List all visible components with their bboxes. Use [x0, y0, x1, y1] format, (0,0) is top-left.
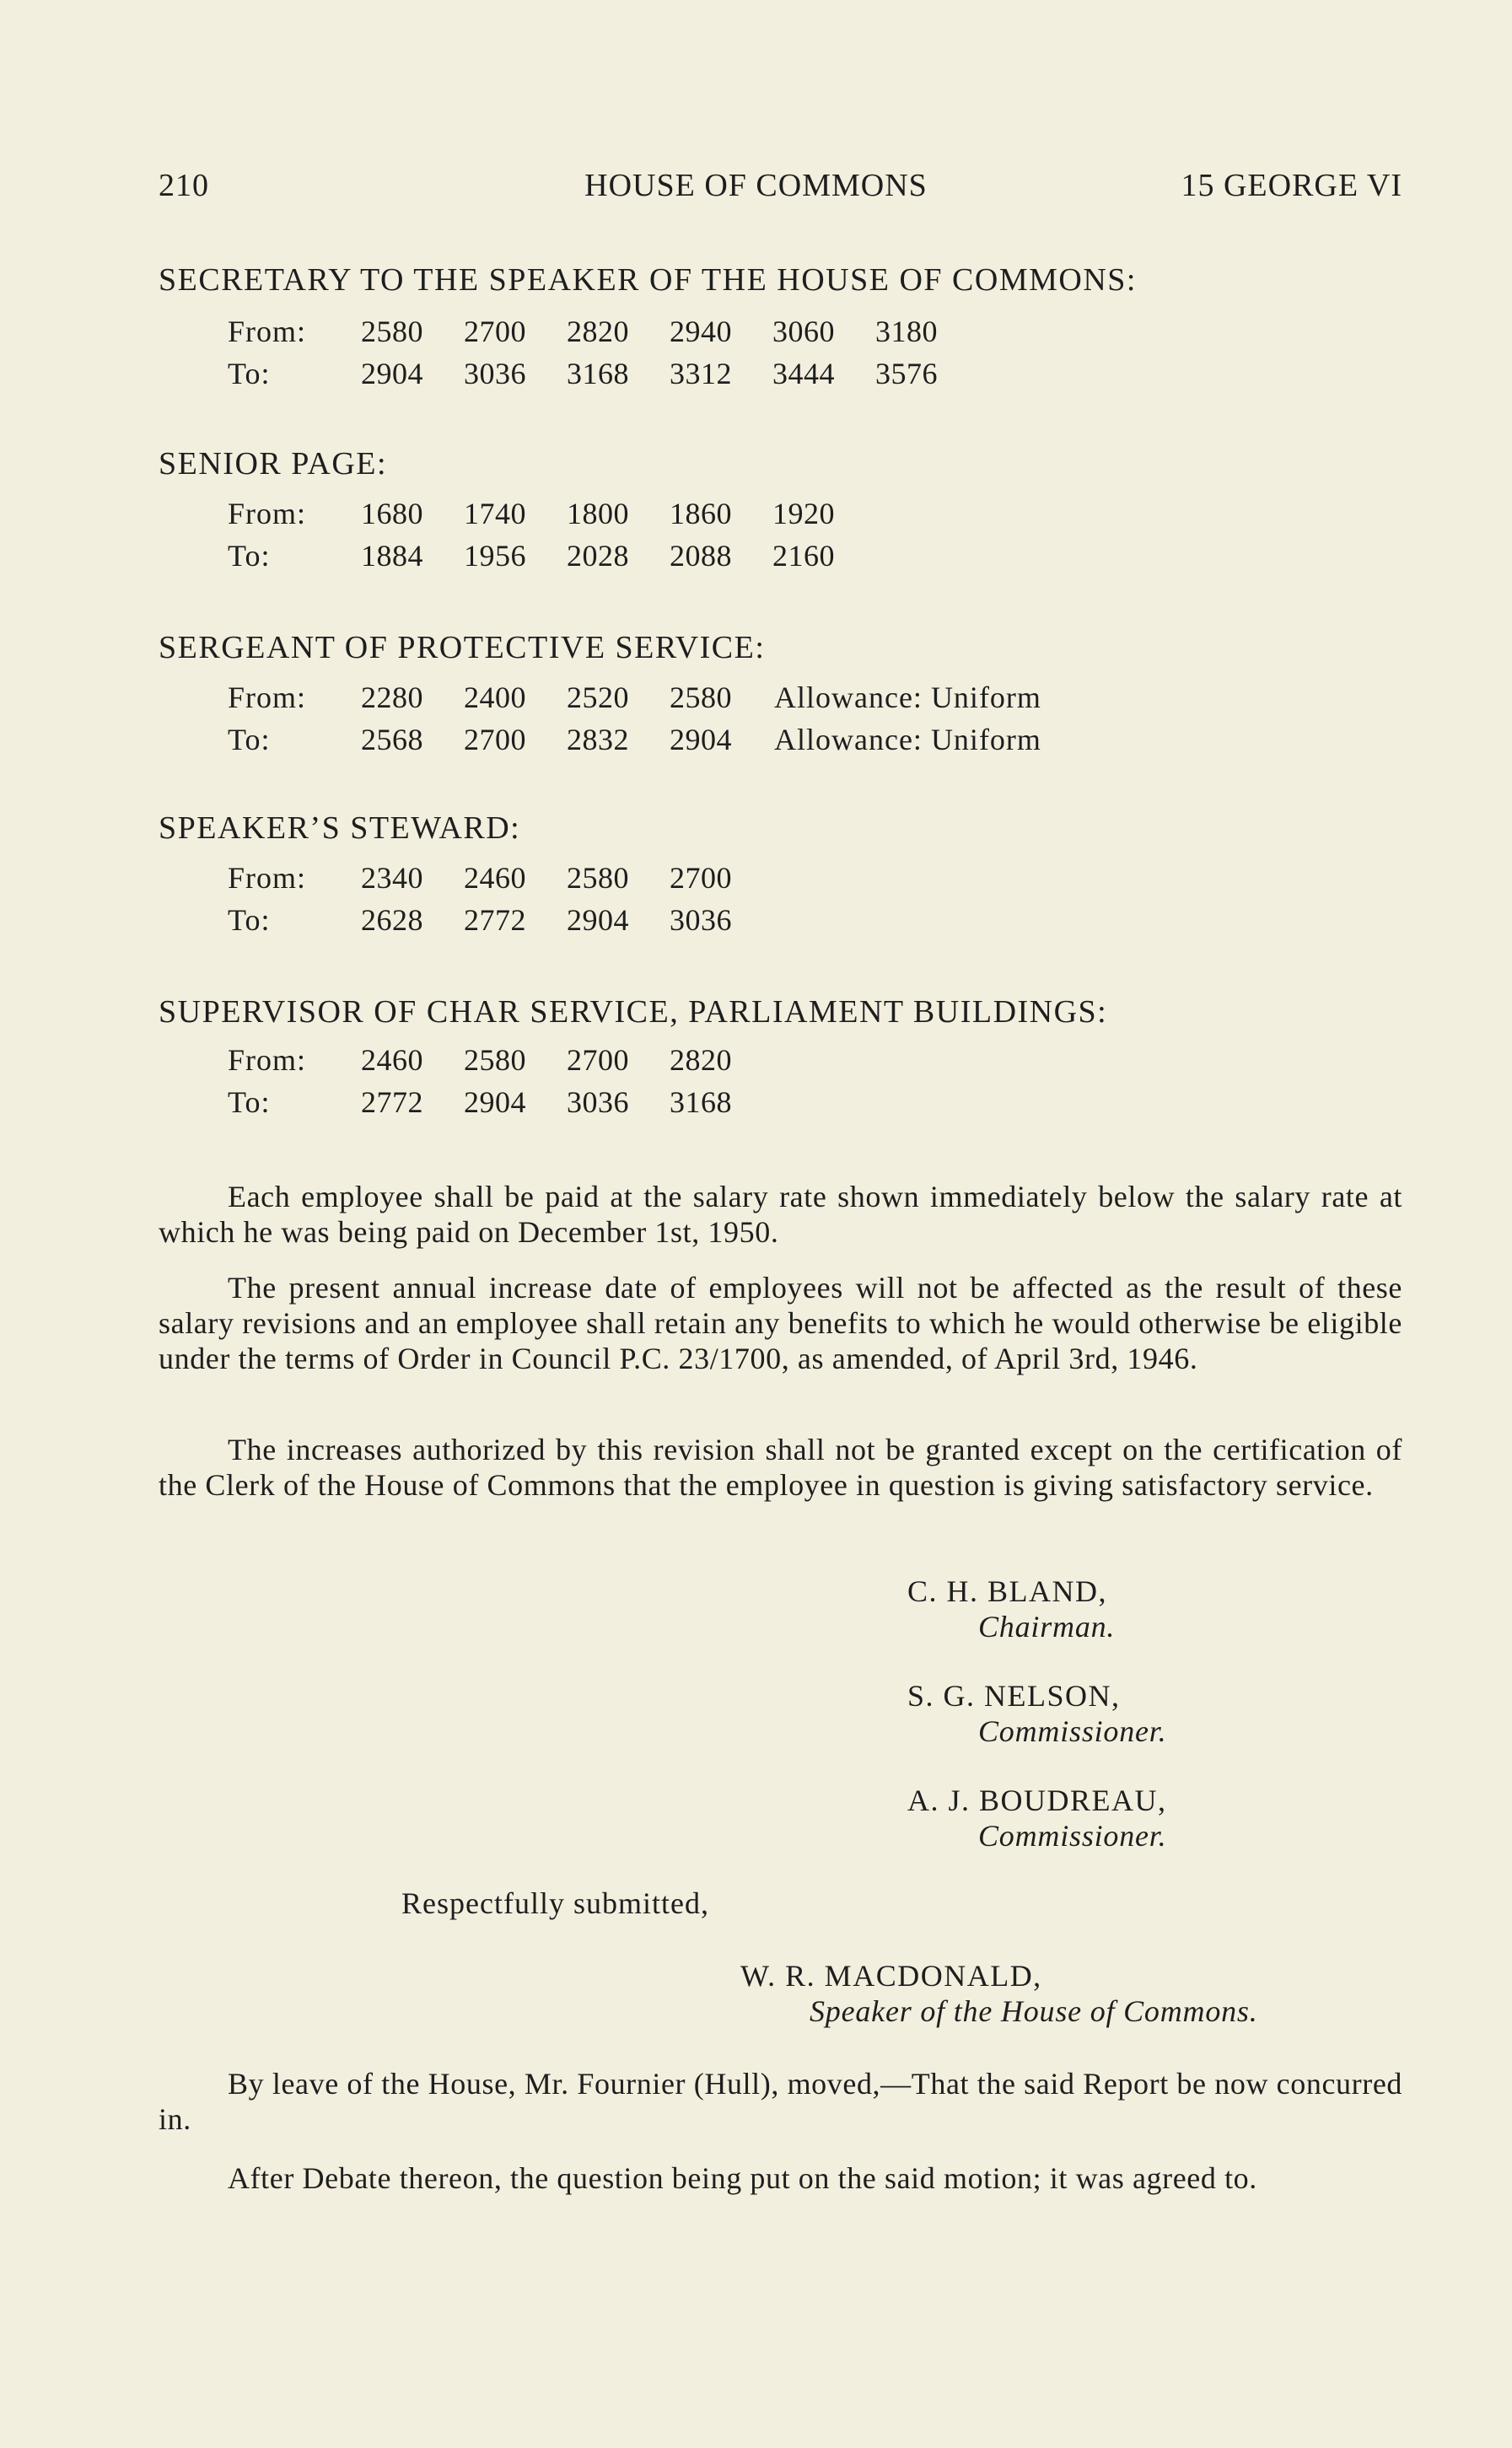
salary-value: 2400	[464, 681, 526, 714]
signatory-name: S. G. NELSON,	[907, 1679, 1121, 1713]
salary-value: 3312	[670, 357, 732, 390]
salary-value: 3444	[772, 357, 835, 390]
section-title: SERGEANT OF PROTECTIVE SERVICE:	[159, 630, 766, 665]
salary-value: 1680	[361, 497, 423, 530]
signatory-name: A. J. BOUDREAU,	[907, 1784, 1167, 1817]
speaker-title: Speaker of the House of Commons.	[810, 1994, 1258, 2028]
signatory-name: C. H. BLAND,	[907, 1574, 1108, 1608]
signatory-title: Chairman.	[978, 1610, 1116, 1644]
salary-value: 2904	[361, 357, 423, 390]
salary-row-from	[228, 680, 1155, 720]
salary-value: 2028	[567, 539, 629, 573]
salary-value: 2832	[567, 723, 629, 756]
salary-value: 2580	[361, 315, 423, 348]
paragraph-text: The increases authorized by this revision shall not be granted except on the certification of the Clerk of the House of Commons that the employee in question is giving satisfactory service.	[159, 1433, 1402, 1502]
salary-value: 2580	[567, 861, 629, 895]
section-title: SUPERVISOR OF CHAR SERVICE, PARLIAMENT BUILDINGS:	[159, 994, 1108, 1030]
salary-value: 3180	[875, 315, 938, 348]
signatory-title: Commissioner.	[978, 1819, 1167, 1853]
allowance-text: Allowance: Uniform	[774, 681, 1041, 714]
salary-value: 2904	[670, 723, 732, 756]
paragraph-text: Each employee shall be paid at the salary rate shown immediately below the salary rate at which he was being paid on December 1st, 1950.	[159, 1180, 1402, 1249]
salary-value: 2628	[361, 903, 423, 937]
salary-value: 2820	[670, 1043, 732, 1077]
salary-value: 2520	[567, 681, 629, 714]
salary-value: 2700	[464, 723, 526, 756]
salary-value: 3060	[772, 315, 835, 348]
salary-value: 3036	[670, 903, 732, 937]
row-label: From:	[228, 315, 307, 348]
running-header-title: HOUSE OF COMMONS	[584, 168, 928, 203]
salary-value: 2580	[464, 1043, 526, 1077]
salary-value: 2904	[464, 1085, 526, 1119]
salary-value: 3168	[670, 1085, 732, 1119]
paragraph-text: By leave of the House, Mr. Fournier (Hull), moved,—That the said Report be now concurred in.	[159, 2067, 1402, 2136]
row-label: From:	[228, 497, 307, 530]
salary-value: 1884	[361, 539, 423, 573]
salary-value: 3036	[464, 357, 526, 390]
respectfully-submitted: Respectfully submitted,	[401, 1886, 709, 1920]
body-paragraph	[159, 2066, 1402, 2137]
body-paragraph	[159, 1179, 1402, 1250]
paragraph-text: After Debate thereon, the question being put on the said motion; it was agreed to.	[228, 2161, 1257, 2195]
signatory-title: Commissioner.	[978, 1714, 1167, 1748]
row-label: To:	[228, 539, 271, 573]
salary-value: 1800	[567, 497, 629, 530]
salary-value: 1860	[670, 497, 732, 530]
salary-value: 2160	[772, 539, 835, 573]
salary-value: 1740	[464, 497, 526, 530]
salary-value: 3036	[567, 1085, 629, 1119]
row-label: To:	[228, 903, 271, 937]
row-label: To:	[228, 723, 271, 756]
salary-value: 2700	[567, 1043, 629, 1077]
salary-value: 3576	[875, 357, 938, 390]
row-label: To:	[228, 357, 271, 390]
section-title: SECRETARY TO THE SPEAKER OF THE HOUSE OF COMMONS:	[159, 262, 1137, 298]
body-paragraph	[159, 2160, 1402, 2196]
row-label: To:	[228, 1085, 271, 1119]
salary-row-to	[228, 722, 1155, 762]
salary-value: 2700	[670, 861, 732, 895]
salary-value: 3168	[567, 357, 629, 390]
row-label: From:	[228, 861, 307, 895]
allowance-text: Allowance: Uniform	[774, 723, 1041, 756]
salary-value: 2340	[361, 861, 423, 895]
row-label: From:	[228, 1043, 307, 1077]
salary-value: 2460	[464, 861, 526, 895]
paragraph-text: The present annual increase date of employees will not be affected as the result of these salary revisions and an employee shall retain any benefits to which he would otherwise be eligible under the terms of Order in Council P.C. 23/1700, as amended, of April 3rd, 1946.	[159, 1271, 1402, 1375]
salary-value: 2772	[361, 1085, 423, 1119]
salary-value: 2772	[464, 903, 526, 937]
salary-value: 1920	[772, 497, 835, 530]
section-title: SENIOR PAGE:	[159, 446, 388, 482]
salary-value: 2700	[464, 315, 526, 348]
salary-value: 2580	[670, 681, 732, 714]
page-number: 210	[159, 168, 209, 203]
salary-value: 1956	[464, 539, 526, 573]
row-label: From:	[228, 681, 307, 714]
salary-value: 2280	[361, 681, 423, 714]
salary-value: 2820	[567, 315, 629, 348]
section-title: SPEAKER’S STEWARD:	[159, 810, 521, 846]
speaker-name: W. R. MACDONALD,	[740, 1959, 1042, 1993]
salary-value: 2088	[670, 539, 732, 573]
body-paragraph	[159, 1270, 1402, 1376]
salary-value: 2460	[361, 1043, 423, 1077]
salary-value: 2904	[567, 903, 629, 937]
salary-value: 2940	[670, 315, 732, 348]
regnal-year: 15 GEORGE VI	[1181, 168, 1402, 203]
body-paragraph	[159, 1432, 1402, 1503]
salary-value: 2568	[361, 723, 423, 756]
